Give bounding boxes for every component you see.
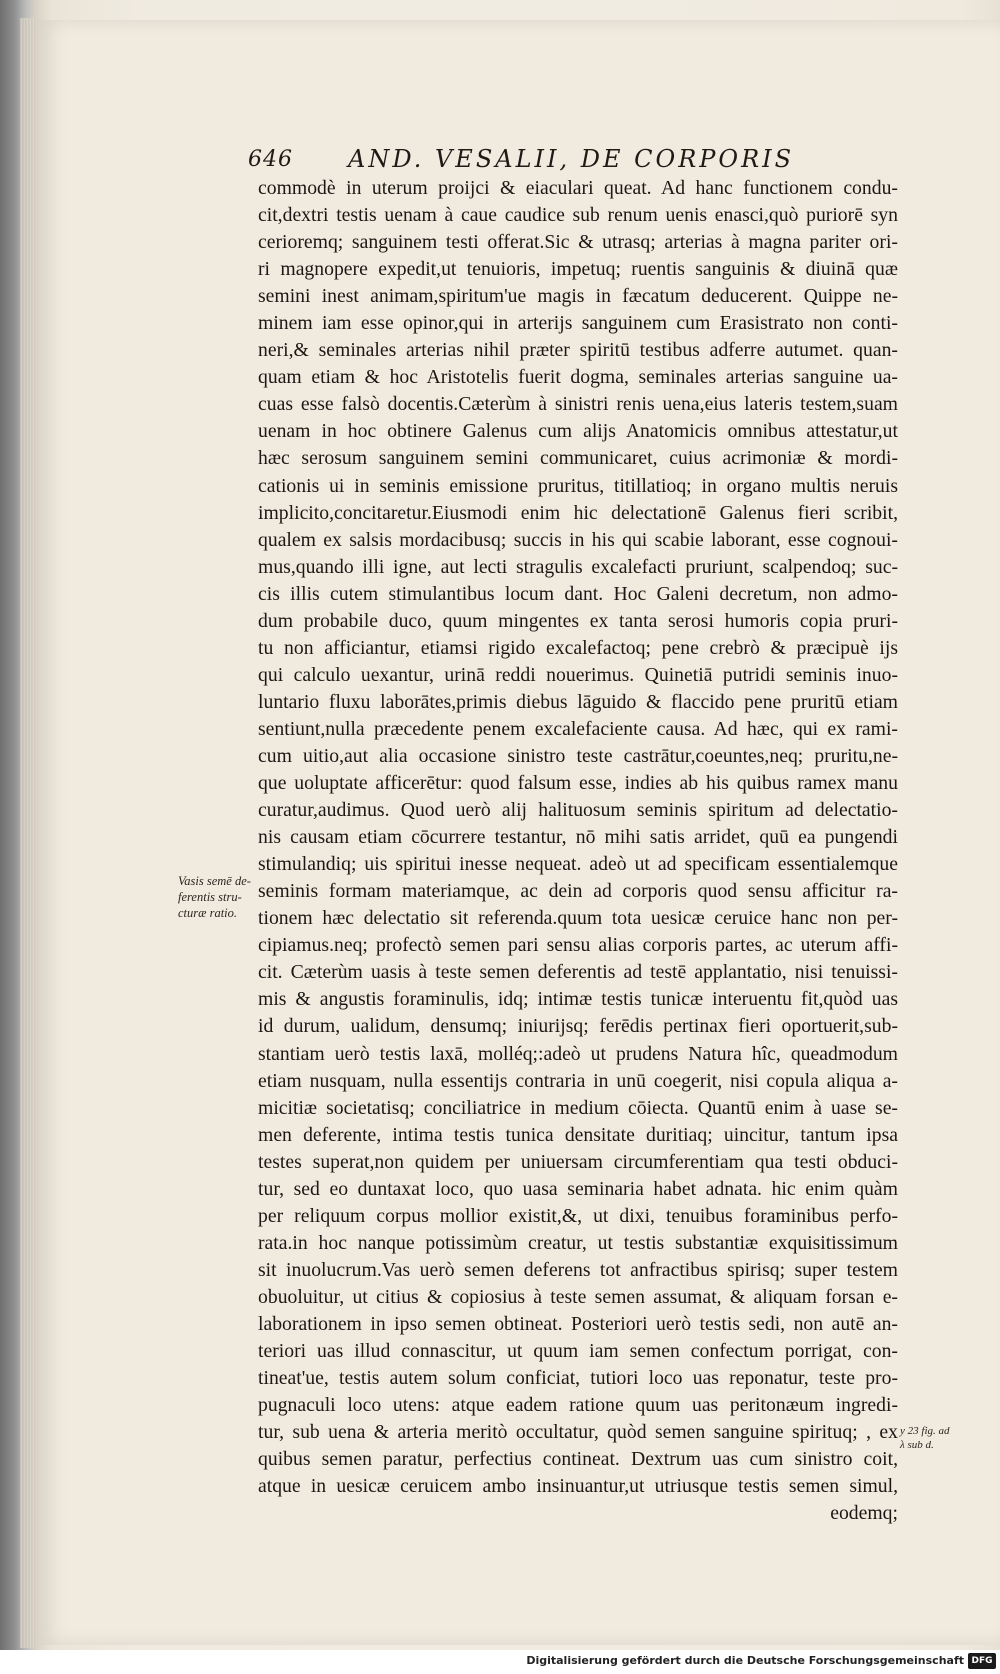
margin-note-line: λ sub d. <box>900 1439 934 1451</box>
text-line: cuas esse falsò docentis.Cæterùm à sinistri renis uena,eius lateris testem,suam <box>258 393 898 416</box>
margin-note-line: Vasis semē de- <box>178 874 251 888</box>
text-line: cit. Cæterùm uasis à teste semen deferentis ad testē applantatio, nisi tenuissi- <box>258 961 898 984</box>
text-line: sit inuolucrum.Vas uerò semen deferens tot anfractibus spirisq; super testem <box>258 1258 898 1281</box>
text-line: ri magnopere expedit,ut tenuioris, impetuq; ruentis sanguinis & diuinā quæ <box>258 258 898 281</box>
text-line: dum probabile duco, quum mingentes ex tanta serosi humoris copia pruri- <box>258 609 898 632</box>
text-line: cationis ui in seminis emissione pruritus, titillatioq; in organo multis neruis <box>258 474 898 497</box>
text-line: id durum, ualidum, densumq; iniurijsq; ferēdis pertinax fieri oportuerit,sub- <box>258 1015 898 1038</box>
text-line: uenam in hoc obtinere Galenus cum alijs Anatomicis omnibus attestatur,ut <box>258 420 898 443</box>
text-line: cum uitio,aut alia occasione sinistro teste castrātur,coeuntes,neq; pruritu,ne- <box>258 744 898 767</box>
text-line: testes superat,non quidem per uniuersam circumferentiam qua testi obduci- <box>258 1150 898 1173</box>
text-line: mis & angustis foraminulis, idq; intimæ testis tunicæ interuentu fit,quòd uas <box>258 988 898 1011</box>
text-line: cit,dextri testis uenam à caue caudice sub renum uenis enasci,quò puriorē syn <box>258 204 898 227</box>
text-line: micitiæ societatisq; conciliatrice in medium cōiecta. Quantū enim à uase se- <box>258 1096 898 1119</box>
catchword: eodemq; <box>830 1502 898 1525</box>
text-line: stantiam uerò testis laxā, molléq;:adeò ut prudens Natura hîc, queadmodum <box>258 1042 898 1065</box>
text-line: tineat'ue, testis autem solum conficiat, tutiori loco uas reponatur, teste pro- <box>258 1367 898 1390</box>
text-line: commodè in uterum proijci & eiaculari queat. Ad hanc functionem condu- <box>258 177 898 199</box>
text-line: obuoluitur, ut citius & copiosius à teste semen assumat, & aliquam forsan e- <box>258 1285 898 1308</box>
body-text <box>258 175 898 1527</box>
text-line: qui calculo uexantur, urinā reddi nouerimus. Quinetiā putridi seminis inuo- <box>258 663 898 686</box>
margin-note-structure <box>178 873 251 921</box>
text-line: sentiunt,nulla præcedente penem excalefaciente causa. Ad hæc, qui ex rami- <box>258 717 898 740</box>
text-line: men deferente, intima testis tunica densitate duritiaq; uincitur, tantum ipsa <box>258 1123 898 1146</box>
text-line: teriori uas illud connascitur, ut quum iam semen confectum porrigat, con- <box>258 1340 898 1363</box>
book-page-edges <box>20 18 38 1648</box>
text-line: atque in uesicæ ceruicem ambo insinuantur,ut utriusque testis semen simul, <box>258 1475 898 1498</box>
text-line: rata.in hoc nanque potissimùm creatur, ut testis substantiæ exquisitissimum <box>258 1231 898 1254</box>
text-line: laborationem in ipso semen obtineat. Posteriori uerò testis sedi, non autē an- <box>258 1312 898 1335</box>
text-line: neri,& seminales arterias nihil præter spiritū testibus adferre autumet. quan- <box>258 339 898 362</box>
text-line: seminis formam materiamque, ac dein ad corporis quod sensu afficitur ra- <box>258 880 898 903</box>
text-line: qualem ex salsis mordacibusq; succis in his qui scabie laborant, esse cognoui- <box>258 528 898 551</box>
text-line: mus,quando illi igne, aut lecti stragulis excalefacti pruriunt, scalpendoq; suc- <box>258 555 898 578</box>
margin-note-line: ferentis stru- <box>178 890 242 904</box>
text-line: cerioremq; sanguinem testi offerat.Sic & utrasq; arterias à magna pariter ori- <box>258 231 898 254</box>
margin-note-line: y 23 fig. ad <box>900 1425 950 1437</box>
text-line: tur, sub uena & arteria meritò occultatur, quòd semen sanguine spirituq; , ex <box>258 1421 898 1444</box>
text-line: curatur,audimus. Quod uerò alij halituosum seminis spiritum ad delectatio- <box>258 799 898 822</box>
margin-note-figure-ref <box>900 1424 950 1452</box>
text-line: hæc serosum sanguinem semini communicaret, cuius acrimoniæ & mordi- <box>258 447 898 470</box>
margin-note-line: cturæ ratio. <box>178 906 238 920</box>
text-line: stimulandiq; uis spiritui inesse nequeat. adeò ut ad specificam essentialemque <box>258 853 898 876</box>
dfg-logo: DFG <box>968 1653 996 1669</box>
text-line: luntario fluxu laborātes,primis diebus lāguido & flaccido pene pruritū etiam <box>258 690 898 713</box>
text-line: cis illis cutem stimulantibus locum dant. Hoc Galeni decretum, non admo- <box>258 582 898 605</box>
text-line: minem iam esse opinor,qui in arterijs sanguinem cum Erasistrato non conti- <box>258 312 898 335</box>
digitization-credit: Digitalisierung gefördert durch die Deutsche Forschungsgemeinschaft <box>526 1654 964 1667</box>
running-title: AND. VESALII, DE CORPORIS <box>348 145 795 173</box>
text-line: etiam nusquam, nulla essentijs contraria in unū coegerit, nisi copula aliqua a- <box>258 1069 898 1092</box>
text-line: tu non afficiantur, etiamsi rigido excalefactoq; pene crebrò & præcipuè ijs <box>258 636 898 659</box>
text-line: nis causam etiam cōcurrere testantur, nō mihi satis arridet, quū ea pungendi <box>258 826 898 849</box>
text-line: implicito,concitaretur.Eiusmodi enim hic delectationē Galenus fieri scribit, <box>258 501 898 524</box>
footer-bar <box>0 1650 1000 1674</box>
text-line: que uoluptate afficerētur: quod falsum esse, indies ab his quibus ramex manu <box>258 772 898 795</box>
text-line: quam etiam & hoc Aristotelis fuerit dogma, seminales arterias sanguine ua- <box>258 366 898 389</box>
text-line: semini inest animam,spiritum'ue magis in fæcatum deducerent. Quippe ne- <box>258 285 898 308</box>
text-line: cipiamus.neq; profectò semen pari sensu alias corporis partes, ac uterum affi- <box>258 934 898 957</box>
text-line: quibus semen paratur, perfectius contineat. Dextrum uas cum sinistro coit, <box>258 1448 898 1471</box>
text-line: tionem hæc delectatio sit referenda.quum tota uesicæ ceruice hanc non per- <box>258 907 898 930</box>
text-line: per reliquum corpus mollior existit,&, ut dixi, tenuibus foraminibus perfo- <box>258 1204 898 1227</box>
text-line: tur, sed eo duntaxat loco, quo uasa seminaria habet adnata. hic enim quàm <box>258 1177 898 1200</box>
page-number: 646 <box>248 147 293 172</box>
text-line: pugnaculi loco utens: atque eadem ratione quum uas peritonæum ingredi- <box>258 1394 898 1417</box>
